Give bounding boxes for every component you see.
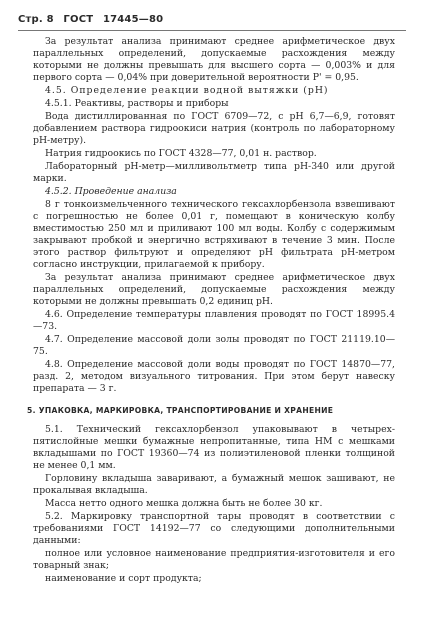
paragraph-5-1: 5.1. Технический гексахлорбензол упаковывают в четырех-пятислойные мешки бумажные непропитанные, типа НМ с мешками вкладышами по ГОСТ 19360—74 из полиэтиленовой пленки толщиной не менее 0,1 мм. <box>33 424 395 471</box>
paragraph-4-7: 4.7. Определение массовой доли золы проводят по ГОСТ 21119.10—75. <box>33 334 395 357</box>
paragraph-4-6: 4.6. Определение температуры плавления проводят по ГОСТ 18995.4—73. <box>33 309 395 332</box>
paragraph-result-2: За результат анализа принимают среднее арифметическое двух параллельных определений, допускаемые расхождения между которыми не должны превышать 0,2 единиц pH. <box>33 272 395 307</box>
paragraph-4-8: 4.8. Определение массовой доли воды проводят по ГОСТ 14870—77, разд. 2, методом визуального титрования. При этом берут навеску препарата — 3 г. <box>33 359 395 394</box>
section-5-title: 5. УПАКОВКА, МАРКИРОВКА, ТРАНСПОРТИРОВАНИЕ И ХРАНЕНИЕ <box>27 406 334 415</box>
standard-label: ГОСТ <box>63 14 94 25</box>
heading-4-5-2: 4.5.2. Проведение анализа <box>45 186 177 197</box>
paragraph-seal: Горловину вкладыша заваривают, а бумажный мешок зашивают, не прокалывая вкладыша. <box>33 473 395 496</box>
paragraph-naoh: Натрия гидроокись по ГОСТ 4328—77, 0,01 н. раствор. <box>45 148 317 159</box>
paragraph-ph-meter: Лабораторный pH-метр—милливольтметр типа pH-340 или другой марки. <box>33 161 395 184</box>
page-header <box>18 14 169 25</box>
paragraph-5-2: 5.2. Маркировку транспортной тары проводят в соответствии с требованиями ГОСТ 14192—77 со следующими дополнительными данными: <box>33 511 395 546</box>
document-body <box>27 36 395 586</box>
paragraph-manufacturer: полное или условное наименование предприятия-изготовителя и его товарный знак; <box>33 548 395 571</box>
heading-4-5: 4.5. Определение реакции водной вытяжки (pH) <box>45 85 329 96</box>
header-rule <box>18 30 406 31</box>
paragraph-water: Вода дистиллированная по ГОСТ 6709—72, с pH 6,7—6,9, готовят добавлением раствора гидроокиси натрия (контроль по лабораторному pH-метру). <box>33 111 395 146</box>
page-label: Стр. 8 <box>18 14 54 25</box>
paragraph-procedure: 8 г тонкоизмельченного технического гексахлорбензола взвешивают с погрешностью не более 0,01 г, помещают в коническую колбу вместимостью 250 мл и приливают 100 мл воды. Колбу с содержимым закрывают пробкой и энергично встряхивают в течение 3 мин. После этого раствор фильтруют и определяют pH фильтрата pH-метром согласно инструкции, прилагаемой к прибору. <box>33 199 395 270</box>
paragraph-result-1: За результат анализа принимают среднее арифметическое двух параллельных определений, допускаемые расхождения между которыми не должны превышать для высшего сорта — 0,003% и для первого сорта — 0,04% при доверительной вероятности P' = 0,95. <box>33 36 395 83</box>
paragraph-mass: Масса нетто одного мешка должна быть не более 30 кг. <box>45 498 323 509</box>
paragraph-4-5-1: 4.5.1. Реактивы, растворы и приборы <box>45 98 229 109</box>
paragraph-product-name: наименование и сорт продукта; <box>45 573 202 584</box>
standard-number: 17445—80 <box>102 14 164 25</box>
